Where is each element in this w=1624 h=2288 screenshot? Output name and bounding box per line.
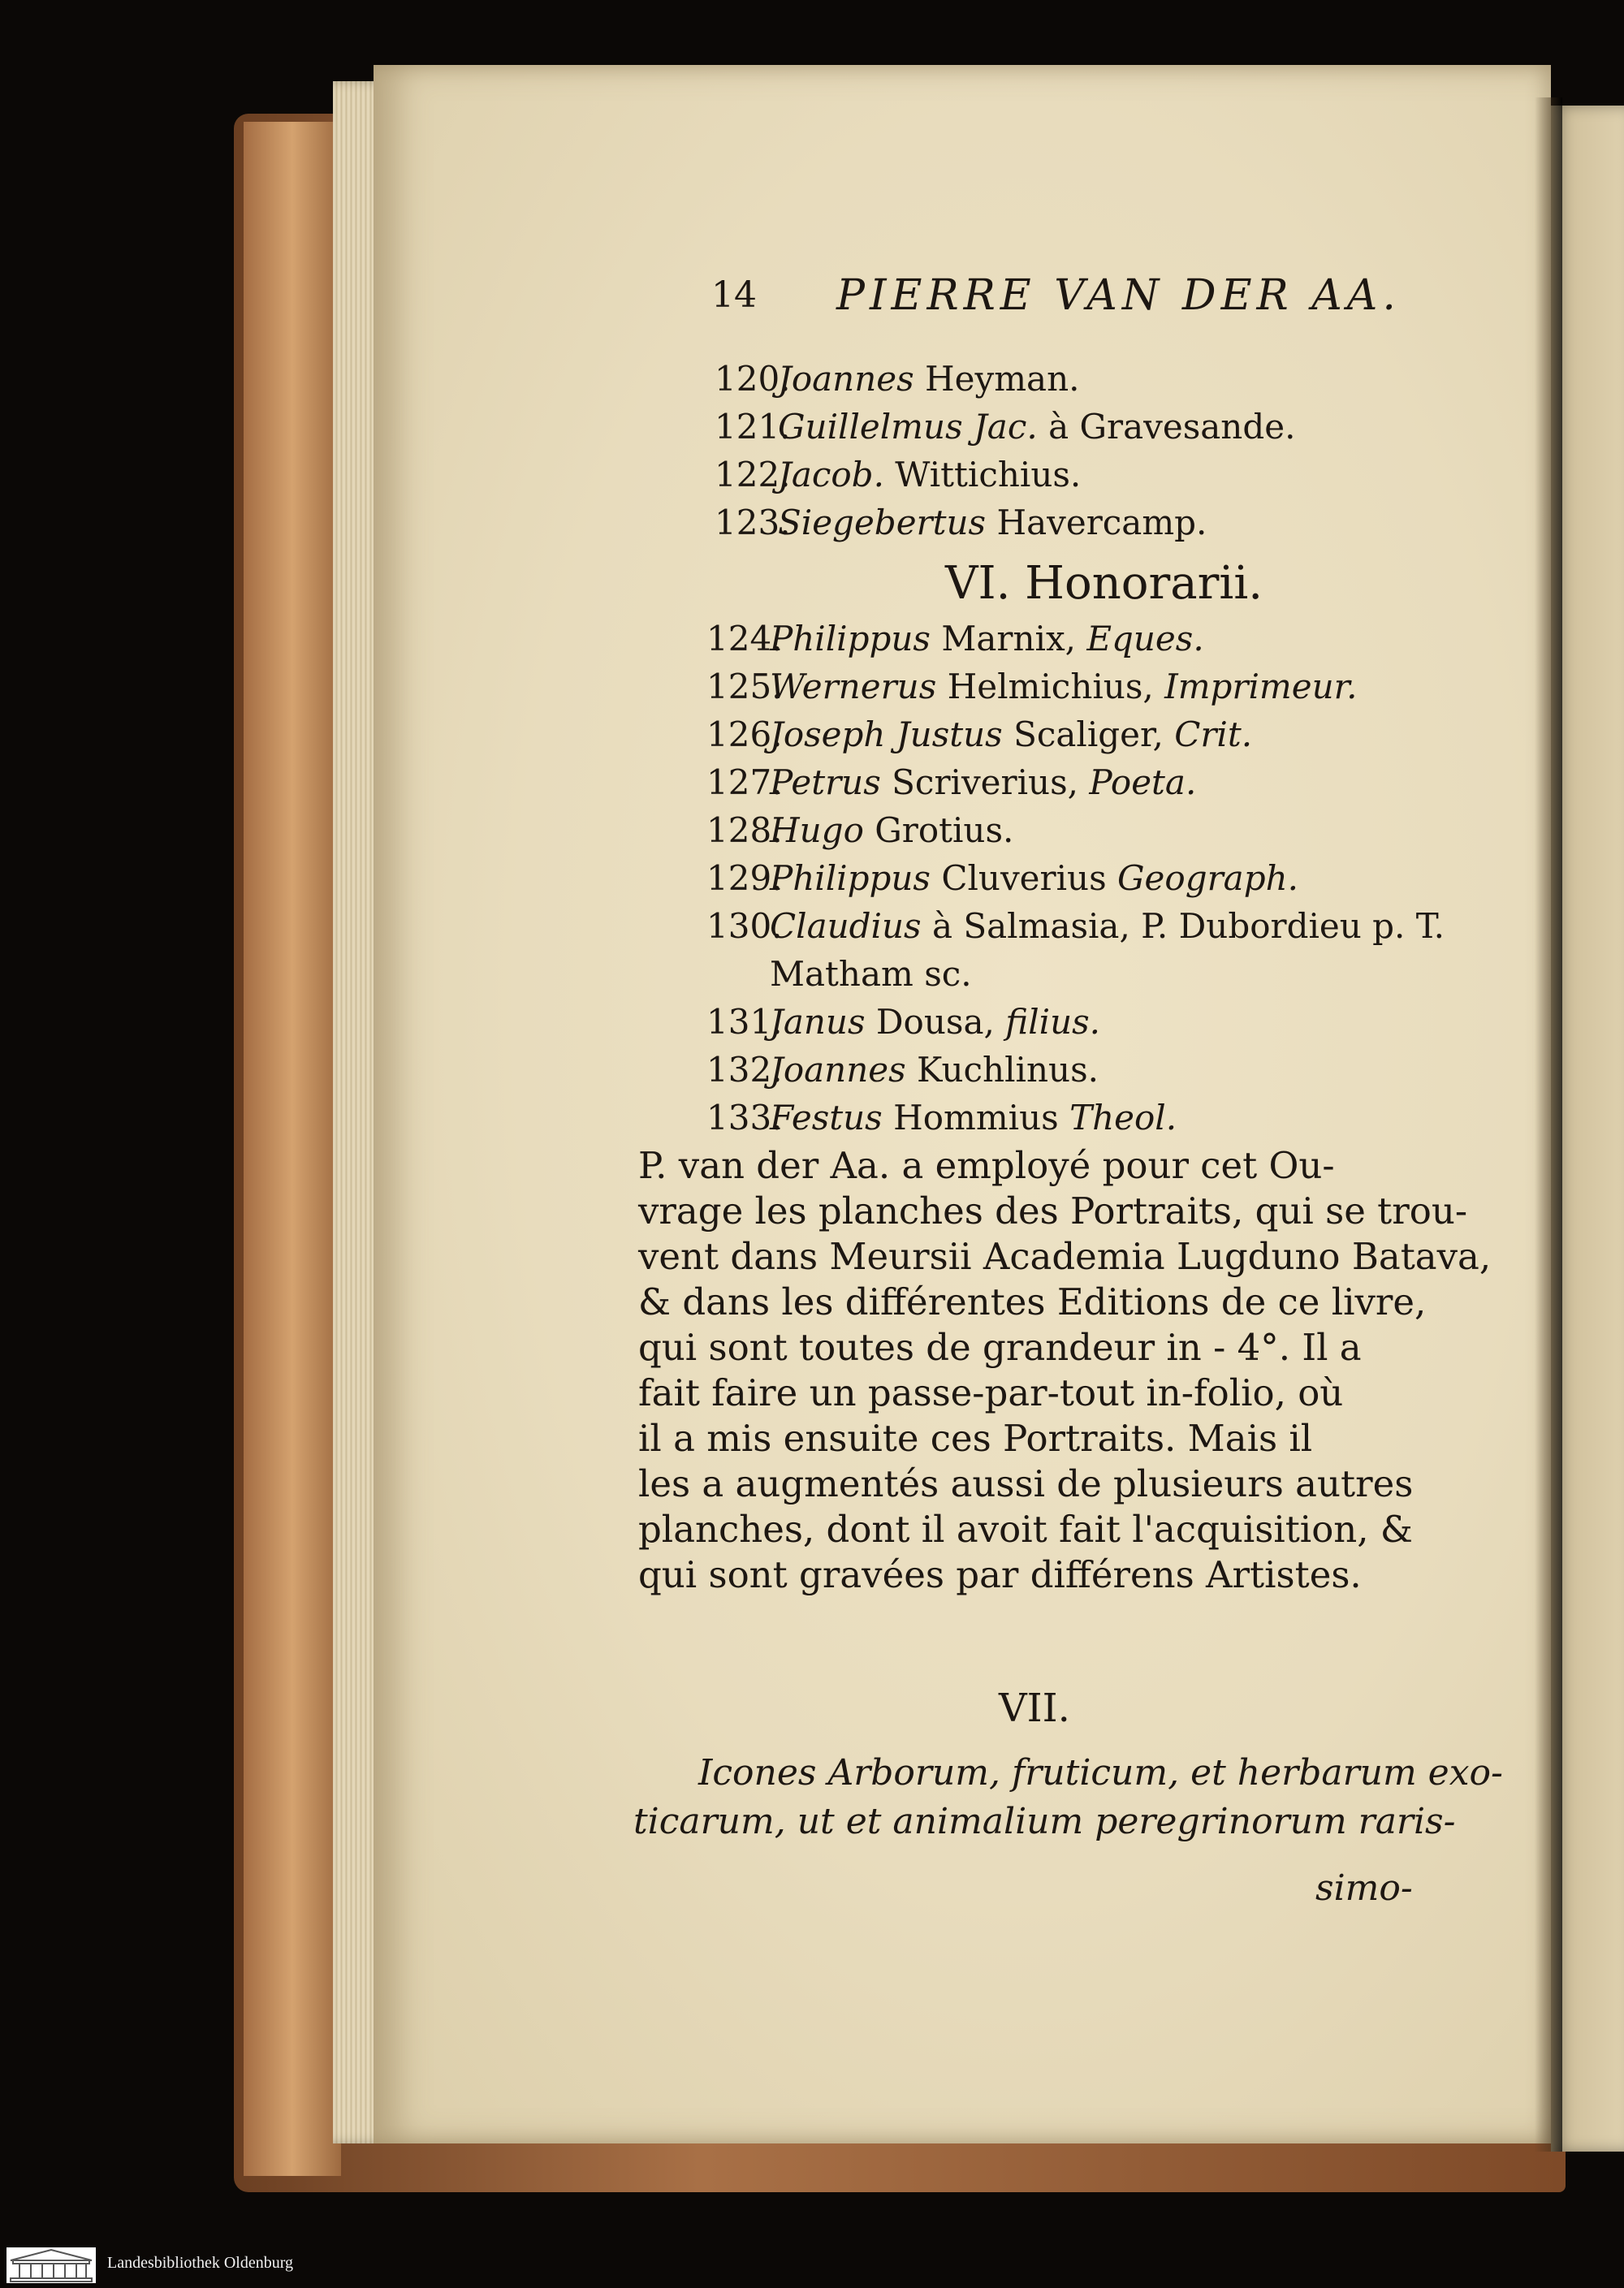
entry-given-name: Joannes — [770, 1050, 906, 1090]
portrait-list-part-2 — [706, 619, 1445, 1146]
entry-number: 128. — [706, 810, 783, 850]
cover-spine-edge — [244, 122, 341, 2176]
portrait-list-part-1 — [715, 359, 1295, 550]
portrait-entry — [706, 619, 1445, 667]
entry-given-name: Festus — [770, 1098, 883, 1138]
latin-title-line: ticarum, ut et animalium peregrinorum raris- — [633, 1801, 1456, 1842]
entry-title: Eques. — [1086, 619, 1204, 658]
entry-surname: à Gravesande. — [1037, 407, 1296, 447]
entry-given-name: Siegebertus — [778, 503, 987, 542]
portrait-entry — [706, 762, 1445, 810]
entry-title: filius. — [1005, 1002, 1101, 1042]
entry-given-name: Claudius — [770, 906, 922, 946]
portrait-entry — [706, 1098, 1445, 1146]
entry-number: 133. — [706, 1098, 783, 1138]
paragraph-line: vent dans Meursii Academia Lugduno Batava, — [638, 1235, 1492, 1278]
portrait-entry — [706, 1002, 1445, 1050]
entry-number: 132. — [706, 1050, 783, 1090]
entry-given-name: Guillelmus Jac. — [778, 407, 1038, 447]
entry-given-name: Philippus — [770, 619, 931, 658]
paragraph-line: qui sont toutes de grandeur in - 4°. Il a — [638, 1326, 1362, 1369]
entry-given-name: Philippus — [770, 858, 931, 898]
paragraph-line: P. van der Aa. a employé pour cet Ou- — [638, 1144, 1335, 1187]
portrait-entry — [715, 503, 1295, 550]
portrait-entry — [706, 858, 1445, 906]
entry-title: Theol. — [1069, 1098, 1177, 1138]
entry-number: 120. — [715, 359, 791, 399]
entry-surname: Marnix, — [930, 619, 1087, 658]
entry-number: 129. — [706, 858, 783, 898]
portrait-entry — [706, 667, 1445, 714]
entry-number: 121. — [715, 407, 791, 447]
entry-surname: Cluverius — [930, 858, 1117, 898]
paragraph-line: vrage les planches des Portraits, qui se trou- — [638, 1189, 1468, 1232]
entry-given-name: Joseph Justus — [770, 714, 1003, 754]
entry-number: 127. — [706, 762, 783, 802]
entry-given-name: Joannes — [778, 359, 914, 399]
entry-number: 123. — [715, 503, 791, 542]
entry-number: 125. — [706, 667, 783, 706]
library-logo — [6, 2247, 96, 2283]
paragraph-line: & dans les différentes Editions de ce livre, — [638, 1280, 1427, 1323]
entry-surname: à Salmasia, P. Dubordieu p. T. — [921, 906, 1445, 946]
entry-title: Imprimeur. — [1164, 667, 1358, 706]
entry-surname: Grotius. — [863, 810, 1014, 850]
portrait-entry — [706, 906, 1445, 954]
body-paragraph — [638, 1143, 1492, 1598]
section-heading-vii: VII. — [999, 1686, 1070, 1731]
entry-surname: Helmichius, — [936, 667, 1165, 706]
portrait-entry — [715, 407, 1295, 455]
portrait-entry — [715, 455, 1295, 503]
entry-number: 126. — [706, 714, 783, 754]
entry-title: Poeta. — [1089, 762, 1197, 802]
portrait-entry — [706, 714, 1445, 762]
paragraph-line: il a mis ensuite ces Portraits. Mais il — [638, 1417, 1313, 1460]
entry-surname: Havercamp. — [986, 503, 1207, 542]
entry-title: Crit. — [1174, 714, 1253, 754]
paragraph-line: qui sont gravées par différens Artistes. — [638, 1553, 1362, 1596]
entry-given-name: Petrus — [770, 762, 881, 802]
portrait-entry — [706, 954, 1445, 1002]
entry-surname: Wittichius. — [883, 455, 1082, 494]
entry-surname: Scriverius, — [880, 762, 1090, 802]
page-gutter — [1535, 97, 1562, 2152]
paragraph-line: fait faire un passe-par-tout in-folio, où — [638, 1371, 1344, 1414]
portrait-entry — [706, 810, 1445, 858]
entry-number: 131. — [706, 1002, 783, 1042]
entry-surname: Scaliger, — [1002, 714, 1175, 754]
paragraph-line: les a augmentés aussi de plusieurs autres — [638, 1462, 1414, 1505]
portrait-entry — [715, 359, 1295, 407]
entry-given-name: Wernerus — [770, 667, 937, 706]
entry-surname: Kuchlinus. — [905, 1050, 1099, 1090]
entry-number: 122. — [715, 455, 791, 494]
entry-given-name: Hugo — [770, 810, 864, 850]
portrait-entry — [706, 1050, 1445, 1098]
entry-surname: Heyman. — [914, 359, 1080, 399]
entry-surname: Dousa, — [865, 1002, 1006, 1042]
library-name: Landesbibliothek Oldenburg — [107, 2254, 294, 2272]
section-heading-vi: VI. Honorarii. — [945, 557, 1263, 610]
paragraph-line: planches, dont il avoit fait l'acquisition, & — [638, 1508, 1413, 1551]
entry-title: Geograph. — [1117, 858, 1298, 898]
catchword: simo- — [1315, 1867, 1413, 1909]
page-number: 14 — [711, 274, 757, 316]
running-title: PIERRE VAN DER AA. — [836, 271, 1401, 320]
entry-number: 130. — [706, 906, 783, 946]
entry-given-name: Janus — [770, 1002, 866, 1042]
latin-title-line: Icones Arborum, fruticum, et herbarum exo- — [698, 1752, 1503, 1794]
entry-number: 124. — [706, 619, 783, 658]
entry-surname: Hommius — [882, 1098, 1070, 1138]
latin-title-text — [633, 1749, 1503, 1846]
entry-given-name: Jacob. — [778, 455, 884, 494]
library-building-icon — [6, 2247, 96, 2283]
entry-surname: Matham sc. — [770, 954, 972, 994]
